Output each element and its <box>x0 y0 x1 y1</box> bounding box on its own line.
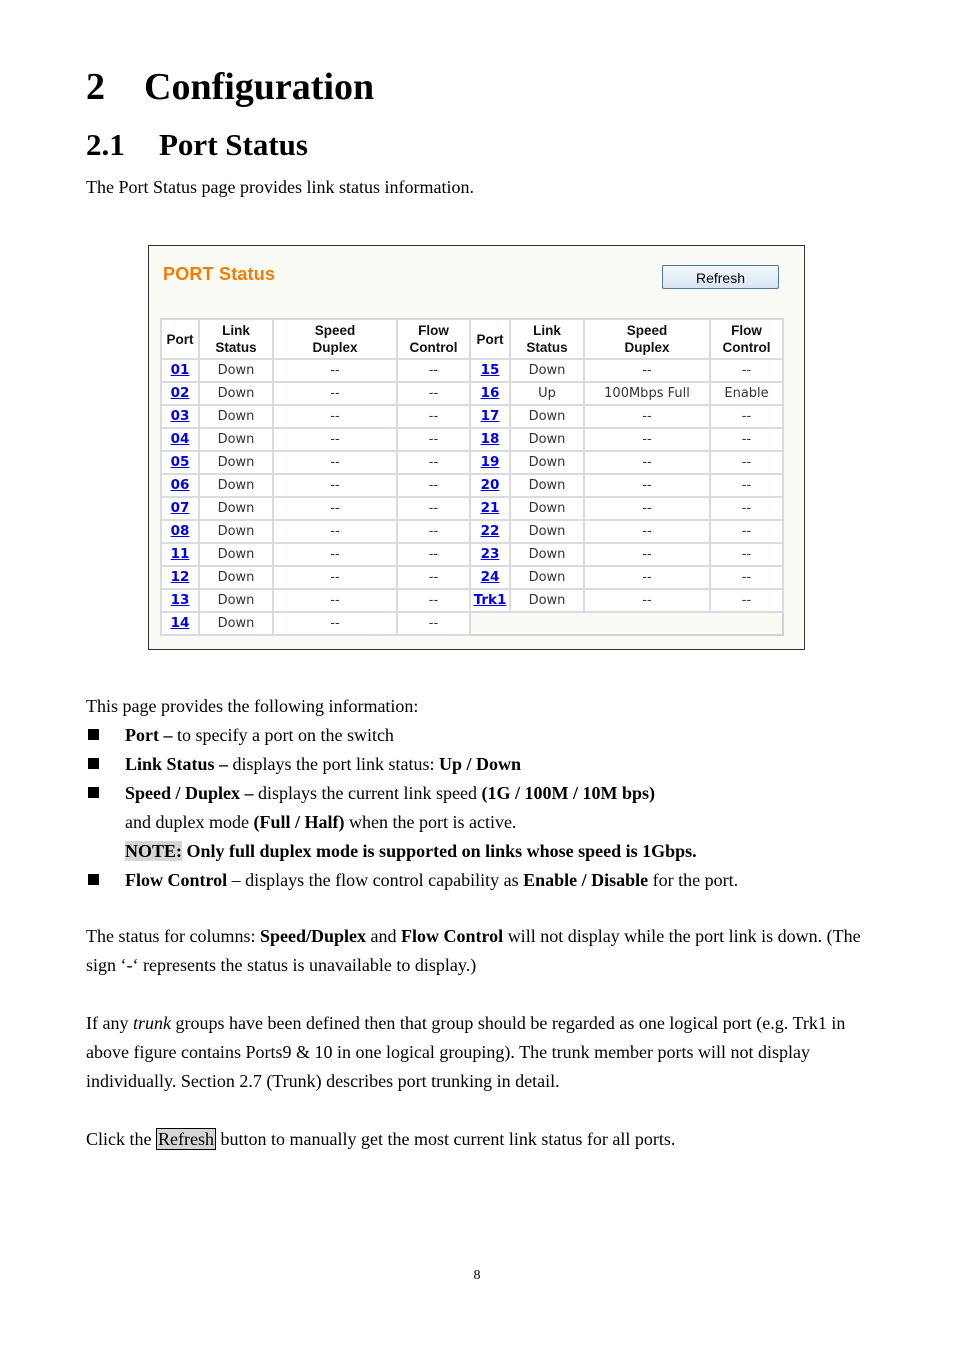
note-label: NOTE: <box>125 841 183 861</box>
speed-duplex-cell: -- <box>584 428 710 451</box>
table-row <box>161 566 783 589</box>
port-link[interactable]: 17 <box>480 408 500 424</box>
col-header-speed-duplex: Speed Duplex <box>273 319 397 359</box>
port-status-table <box>160 318 784 636</box>
speed-duplex-cell: -- <box>273 520 397 543</box>
trunk-paragraph: If any trunk groups have been defined then that group should be regarded as one logical port (e.g. Trk1 in above figure contains Ports9 & 10 in one logical grouping). The trunk member ports will not display individually. Section 2.7 (Trunk) describes port trunking in detail. <box>86 1013 846 1091</box>
speed-duplex-cell: -- <box>273 382 397 405</box>
speed-duplex-cell: -- <box>584 543 710 566</box>
speed-duplex-cell: -- <box>584 589 710 612</box>
flow-control-cell: -- <box>710 359 783 382</box>
section-title: Port Status <box>159 127 308 162</box>
speed-duplex-cell: -- <box>584 520 710 543</box>
list-item-speed-duplex: Speed / Duplex – displays the current link speed (1G / 100M / 10M bps) and duplex mode (Full / Half) when the port is active. NOTE: Only full duplex mode is supported on links whose speed is 1Gbps. <box>86 779 886 866</box>
table-row <box>161 589 783 612</box>
flow-control-cell: -- <box>710 566 783 589</box>
flow-control-cell: -- <box>397 543 470 566</box>
port-link[interactable]: 01 <box>170 362 190 378</box>
table-body <box>161 359 783 635</box>
port-link[interactable]: 03 <box>170 408 190 424</box>
table-row <box>161 520 783 543</box>
link-status-cell: Down <box>199 566 273 589</box>
speed-duplex-cell: -- <box>273 566 397 589</box>
flow-control-cell: -- <box>710 474 783 497</box>
link-status-cell: Down <box>199 520 273 543</box>
speed-duplex-cell: -- <box>273 612 397 635</box>
link-status-cell: Down <box>510 428 584 451</box>
port-cell <box>470 451 510 474</box>
chapter-title: Configuration <box>144 66 375 108</box>
flow-control-cell: -- <box>710 428 783 451</box>
empty-cell <box>470 612 783 635</box>
speed-duplex-cell: -- <box>584 451 710 474</box>
port-cell <box>161 474 199 497</box>
port-cell <box>161 566 199 589</box>
port-link[interactable]: 21 <box>480 500 500 516</box>
flow-control-cell: -- <box>710 405 783 428</box>
link-status-cell: Down <box>199 497 273 520</box>
list-item-port: Port – to specify a port on the switch <box>86 721 886 750</box>
chapter-number: 2 <box>86 66 105 108</box>
bullet-square-icon <box>88 787 99 798</box>
flow-control-cell: -- <box>710 520 783 543</box>
port-link[interactable]: 02 <box>170 385 190 401</box>
port-link[interactable]: 07 <box>170 500 190 516</box>
list-item-flow-control: Flow Control – displays the flow control capability as Enable / Disable for the port. <box>86 866 886 895</box>
flow-control-cell: -- <box>397 405 470 428</box>
flow-control-cell: -- <box>397 474 470 497</box>
speed-duplex-cell: -- <box>273 451 397 474</box>
port-cell <box>470 520 510 543</box>
table-row <box>161 451 783 474</box>
port-cell <box>161 520 199 543</box>
speed-duplex-cell: -- <box>273 405 397 428</box>
col-header-link-status-2: Link Status <box>510 319 584 359</box>
col-header-flow-control-2: Flow Control <box>710 319 783 359</box>
link-status-cell: Down <box>510 589 584 612</box>
port-cell <box>470 589 510 612</box>
flow-control-cell: -- <box>397 428 470 451</box>
link-status-cell: Down <box>199 543 273 566</box>
port-link[interactable]: 22 <box>480 523 500 539</box>
port-link[interactable]: 13 <box>170 592 190 608</box>
speed-duplex-cell: -- <box>273 474 397 497</box>
speed-duplex-cell: -- <box>584 359 710 382</box>
screenshot-panel <box>149 246 804 649</box>
link-status-cell: Down <box>510 474 584 497</box>
port-link[interactable]: 06 <box>170 477 190 493</box>
page-number: 8 <box>473 1268 481 1283</box>
speed-duplex-cell: -- <box>584 405 710 428</box>
link-status-cell: Down <box>199 589 273 612</box>
link-status-cell: Down <box>510 520 584 543</box>
col-header-flow-control: Flow Control <box>397 319 470 359</box>
speed-duplex-cell: -- <box>584 566 710 589</box>
section-number: 2.1 <box>86 127 125 162</box>
col-header-speed-duplex-2: Speed Duplex <box>584 319 710 359</box>
table-row <box>161 359 783 382</box>
port-cell <box>161 589 199 612</box>
flow-control-cell: -- <box>397 451 470 474</box>
port-link[interactable]: 18 <box>480 431 500 447</box>
port-cell <box>470 497 510 520</box>
port-link[interactable]: 12 <box>170 569 190 585</box>
list-item-link-status: Link Status – displays the port link status: Up / Down <box>86 750 886 779</box>
link-status-cell: Down <box>199 359 273 382</box>
port-link[interactable]: Trk1 <box>473 592 507 608</box>
intro-text: The Port Status page provides link status information. <box>86 177 474 197</box>
refresh-paragraph: Click the Refresh button to manually get the most current link status for all ports. <box>86 1129 676 1149</box>
port-cell <box>470 405 510 428</box>
speed-duplex-cell: -- <box>584 474 710 497</box>
note-text: Only full duplex mode is supported on links whose speed is 1Gbps. <box>182 841 697 861</box>
flow-control-cell: -- <box>710 543 783 566</box>
port-cell <box>470 474 510 497</box>
link-status-cell: Down <box>199 382 273 405</box>
flow-control-cell: -- <box>397 520 470 543</box>
link-status-cell: Down <box>199 405 273 428</box>
speed-duplex-cell: -- <box>273 497 397 520</box>
speed-duplex-cell: -- <box>273 589 397 612</box>
flow-control-cell: -- <box>397 612 470 635</box>
panel-title: PORT Status <box>163 264 276 284</box>
link-status-cell: Down <box>510 359 584 382</box>
port-link[interactable]: 15 <box>480 362 500 378</box>
link-status-cell: Down <box>510 451 584 474</box>
table-row <box>161 612 783 635</box>
bullet-square-icon <box>88 874 99 885</box>
link-status-cell: Up <box>510 382 584 405</box>
link-status-cell: Down <box>199 612 273 635</box>
chapter-heading <box>86 62 374 112</box>
table-row <box>161 382 783 405</box>
bullet-square-icon <box>88 758 99 769</box>
flow-control-cell: -- <box>710 497 783 520</box>
refresh-inline-label: Refresh <box>158 1129 214 1149</box>
speed-duplex-cell: -- <box>273 359 397 382</box>
port-cell <box>161 543 199 566</box>
link-status-cell: Down <box>199 474 273 497</box>
link-status-cell: Down <box>199 451 273 474</box>
port-status-screenshot <box>148 245 805 650</box>
flow-control-cell: -- <box>397 566 470 589</box>
link-status-cell: Down <box>510 497 584 520</box>
port-link[interactable]: 24 <box>480 569 500 585</box>
port-link[interactable]: 20 <box>480 477 500 493</box>
table-row <box>161 543 783 566</box>
port-cell <box>470 543 510 566</box>
col-header-port-2: Port <box>470 319 510 359</box>
link-status-cell: Down <box>510 566 584 589</box>
port-cell <box>470 382 510 405</box>
status-note-paragraph: The status for columns: Speed/Duplex and Flow Control will not display while the port link is down. (The sign ‘-‘ represents the status is unavailable to display.) <box>86 926 861 975</box>
field-description-list <box>86 721 886 895</box>
flow-control-cell: Enable <box>710 382 783 405</box>
table-row <box>161 405 783 428</box>
flow-control-cell: -- <box>397 589 470 612</box>
speed-duplex-cell: 100Mbps Full <box>584 382 710 405</box>
flow-control-cell: -- <box>710 589 783 612</box>
port-link[interactable]: 19 <box>480 454 500 470</box>
table-row <box>161 428 783 451</box>
speed-duplex-cell: -- <box>273 428 397 451</box>
port-link[interactable]: 14 <box>170 615 190 631</box>
port-cell <box>161 451 199 474</box>
table-row <box>161 497 783 520</box>
speed-duplex-cell: -- <box>273 543 397 566</box>
port-link[interactable]: 23 <box>480 546 500 562</box>
port-link[interactable]: 05 <box>170 454 190 470</box>
flow-control-cell: -- <box>710 451 783 474</box>
refresh-button[interactable]: Refresh <box>662 265 779 289</box>
flow-control-cell: -- <box>397 382 470 405</box>
port-cell <box>161 382 199 405</box>
flow-control-cell: -- <box>397 359 470 382</box>
info-heading: This page provides the following information: <box>86 696 419 716</box>
port-cell <box>470 359 510 382</box>
link-status-cell: Down <box>199 428 273 451</box>
link-status-cell: Down <box>510 543 584 566</box>
port-link[interactable]: 04 <box>170 431 190 447</box>
port-cell <box>470 566 510 589</box>
port-cell <box>161 497 199 520</box>
port-cell <box>161 428 199 451</box>
flow-control-cell: -- <box>397 497 470 520</box>
port-link[interactable]: 16 <box>480 385 500 401</box>
port-cell <box>470 428 510 451</box>
table-header-row <box>161 319 783 359</box>
port-link[interactable]: 08 <box>170 523 190 539</box>
port-link[interactable]: 11 <box>170 546 190 562</box>
port-cell <box>161 612 199 635</box>
link-status-cell: Down <box>510 405 584 428</box>
table-row <box>161 474 783 497</box>
bullet-square-icon <box>88 729 99 740</box>
port-cell <box>161 405 199 428</box>
speed-duplex-cell: -- <box>584 497 710 520</box>
col-header-port: Port <box>161 319 199 359</box>
port-cell <box>161 359 199 382</box>
col-header-link-status: Link Status <box>199 319 273 359</box>
section-heading <box>86 124 308 166</box>
